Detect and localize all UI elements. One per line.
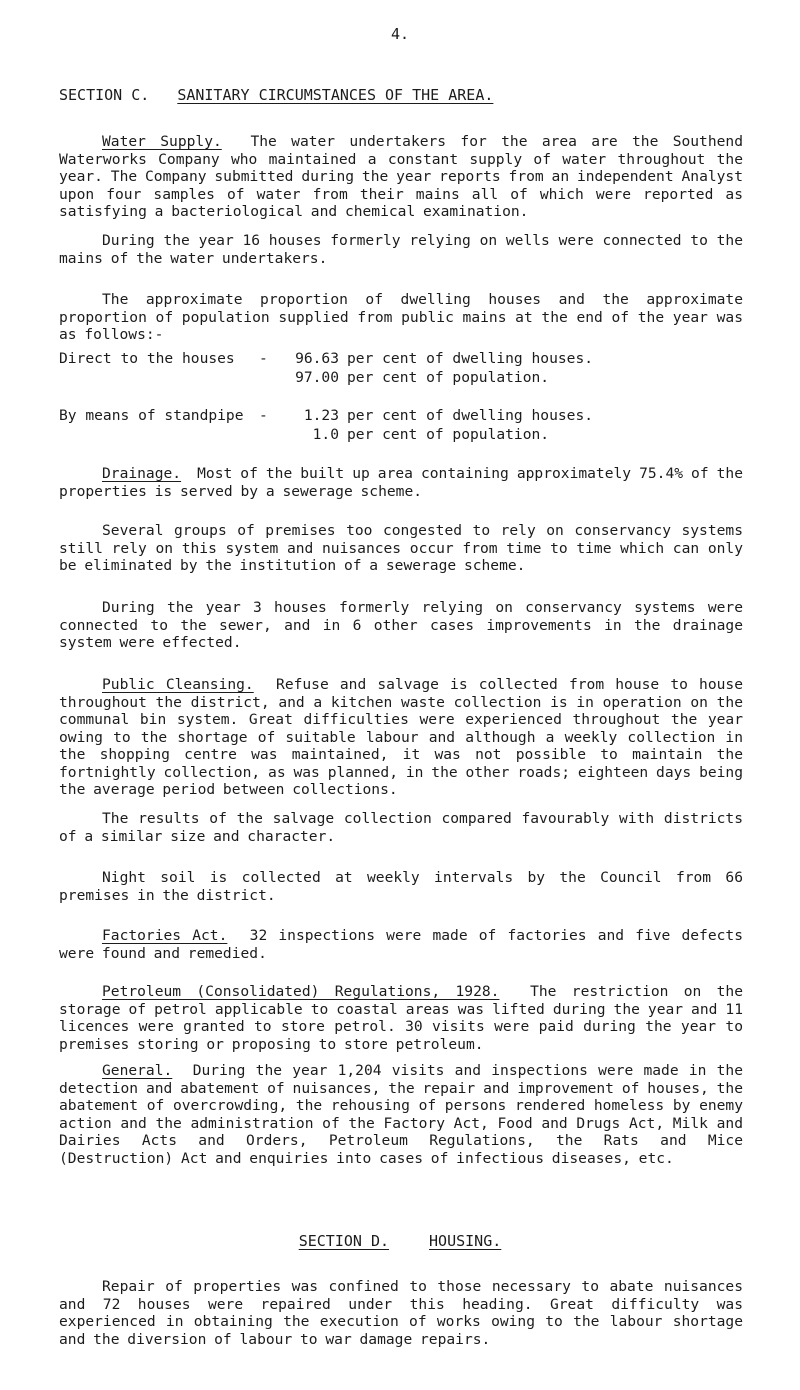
night-soil-paragraph: Night soil is collected at weekly intervals by the Council from 66 premises in the district. [59, 869, 743, 904]
section-d-title: HOUSING. [429, 1232, 502, 1250]
general-text: During the year 1,204 visits and inspections were made in the detection and abatement of nuisances, the repair and improvement of houses, the abatement of overcrowding, the rehousing of persons rendered homeless by enemy action and the administration of the Factory Act, Food and Drugs Act, Milk and Dairies Acts and Orders, Petroleum Regulations, the Rats and Mice (Destruction) Act and enquiries into cases of infectious diseases, etc. [59, 1062, 743, 1167]
public-cleansing-text: Refuse and salvage is collected from house to house throughout the district, and a kitchen waste collection is in operation on the communal bin system. Great difficulties were experienced throughout the year owing to the shortage of suitable labour and although a weekly collection in the shopping centre was maintained, it was not possible to maintain the fortnightly collection, as was planned, in the other roads; eighteen days being the average period between collections. [59, 676, 743, 798]
sewer-connection-paragraph: During the year 3 houses formerly relying on conservancy systems were connected to the sewer, and in 6 other cases improvements in the drainage system were effected. [59, 599, 743, 651]
stat-value: 1.0 [312, 426, 339, 443]
stat-text: per cent of population. [347, 369, 550, 386]
stat-text: per cent of population. [347, 426, 550, 443]
stat-value: 1.23 [303, 407, 339, 424]
section-c-label: SECTION C. [59, 86, 150, 104]
stat-value: 97.00 [295, 369, 339, 386]
drainage-paragraph [59, 465, 743, 500]
factories-paragraph [59, 927, 743, 962]
section-c-title: SANITARY CIRCUMSTANCES OF THE AREA. [177, 86, 494, 104]
stat-label [59, 369, 259, 388]
water-supply-text: The water undertakers for the area are the Southend Waterworks Company who maintained a constant supply of water throughout the year. The Company submitted during the year reports from an independent Analyst upon four samples of water from their mains all of which were reported as satisfying a bacteriological and chemical examination. [59, 133, 743, 220]
stat-value: 96.63 [295, 350, 339, 367]
drainage-heading: Drainage. [102, 465, 182, 482]
housing-repair-paragraph: Repair of properties was confined to those necessary to abate nuisances and 72 houses were repaired under this heading. Great difficulty was experienced in obtaining the execution of works owing to the labour shortage and the diversion of labour to war damage repairs. [59, 1278, 743, 1348]
water-supply-heading: Water Supply. [102, 133, 222, 150]
stat-row [59, 350, 743, 369]
section-d-label: SECTION D. [298, 1232, 390, 1250]
standpipe-statistics [59, 407, 743, 445]
section-c-heading [59, 87, 493, 105]
stat-label: Direct to the houses [59, 350, 235, 367]
drainage-text: Most of the built up area containing approximately 75.4% of the properties is served by a sewerage scheme. [59, 465, 743, 500]
stat-dash [259, 426, 287, 445]
conservancy-paragraph: Several groups of premises too congested to rely on conservancy systems still rely on this system and nuisances occur from time to time which can only be eliminated by the institution of a sewerage scheme. [59, 522, 743, 574]
petroleum-text: The restriction on the storage of petrol applicable to coastal areas was lifted during the year and 11 licences were granted to store petrol. 30 visits were paid during the year to premises storing or proposing to store petroleum. [59, 983, 744, 1053]
factories-text: 32 inspections were made of factories and five defects were found and remedied. [59, 927, 743, 962]
general-heading: General. [102, 1062, 173, 1079]
stat-text: per cent of dwelling houses. [347, 407, 594, 424]
supply-statistics [59, 350, 743, 388]
stat-label: By means of standpipe [59, 407, 244, 424]
salvage-paragraph: The results of the salvage collection compared favourably with districts of a similar size and character. [59, 810, 743, 845]
petroleum-paragraph [59, 983, 743, 1053]
petroleum-heading: Petroleum (Consolidated) Regulations, 1928. [102, 983, 500, 1000]
section-d-heading [0, 1233, 800, 1251]
water-supply-paragraph [59, 133, 743, 221]
factories-heading: Factories Act. [102, 927, 228, 944]
stat-row [59, 369, 743, 388]
supply-proportion-paragraph: The approximate proportion of dwelling houses and the approximate proportion of population supplied from public mains at the end of the year was as follows:- [59, 291, 743, 343]
stat-dash: - [259, 407, 268, 424]
stat-text: per cent of dwelling houses. [347, 350, 594, 367]
public-cleansing-heading: Public Cleansing. [102, 676, 254, 693]
stat-dash: - [259, 350, 268, 367]
stat-label [59, 426, 259, 445]
general-paragraph [59, 1062, 743, 1167]
wells-connection-paragraph: During the year 16 houses formerly relying on wells were connected to the mains of the water undertakers. [59, 232, 743, 267]
page-number: 4. [390, 25, 410, 43]
stat-row [59, 426, 743, 445]
stat-dash [259, 369, 287, 388]
public-cleansing-paragraph [59, 676, 743, 799]
stat-row [59, 407, 743, 426]
